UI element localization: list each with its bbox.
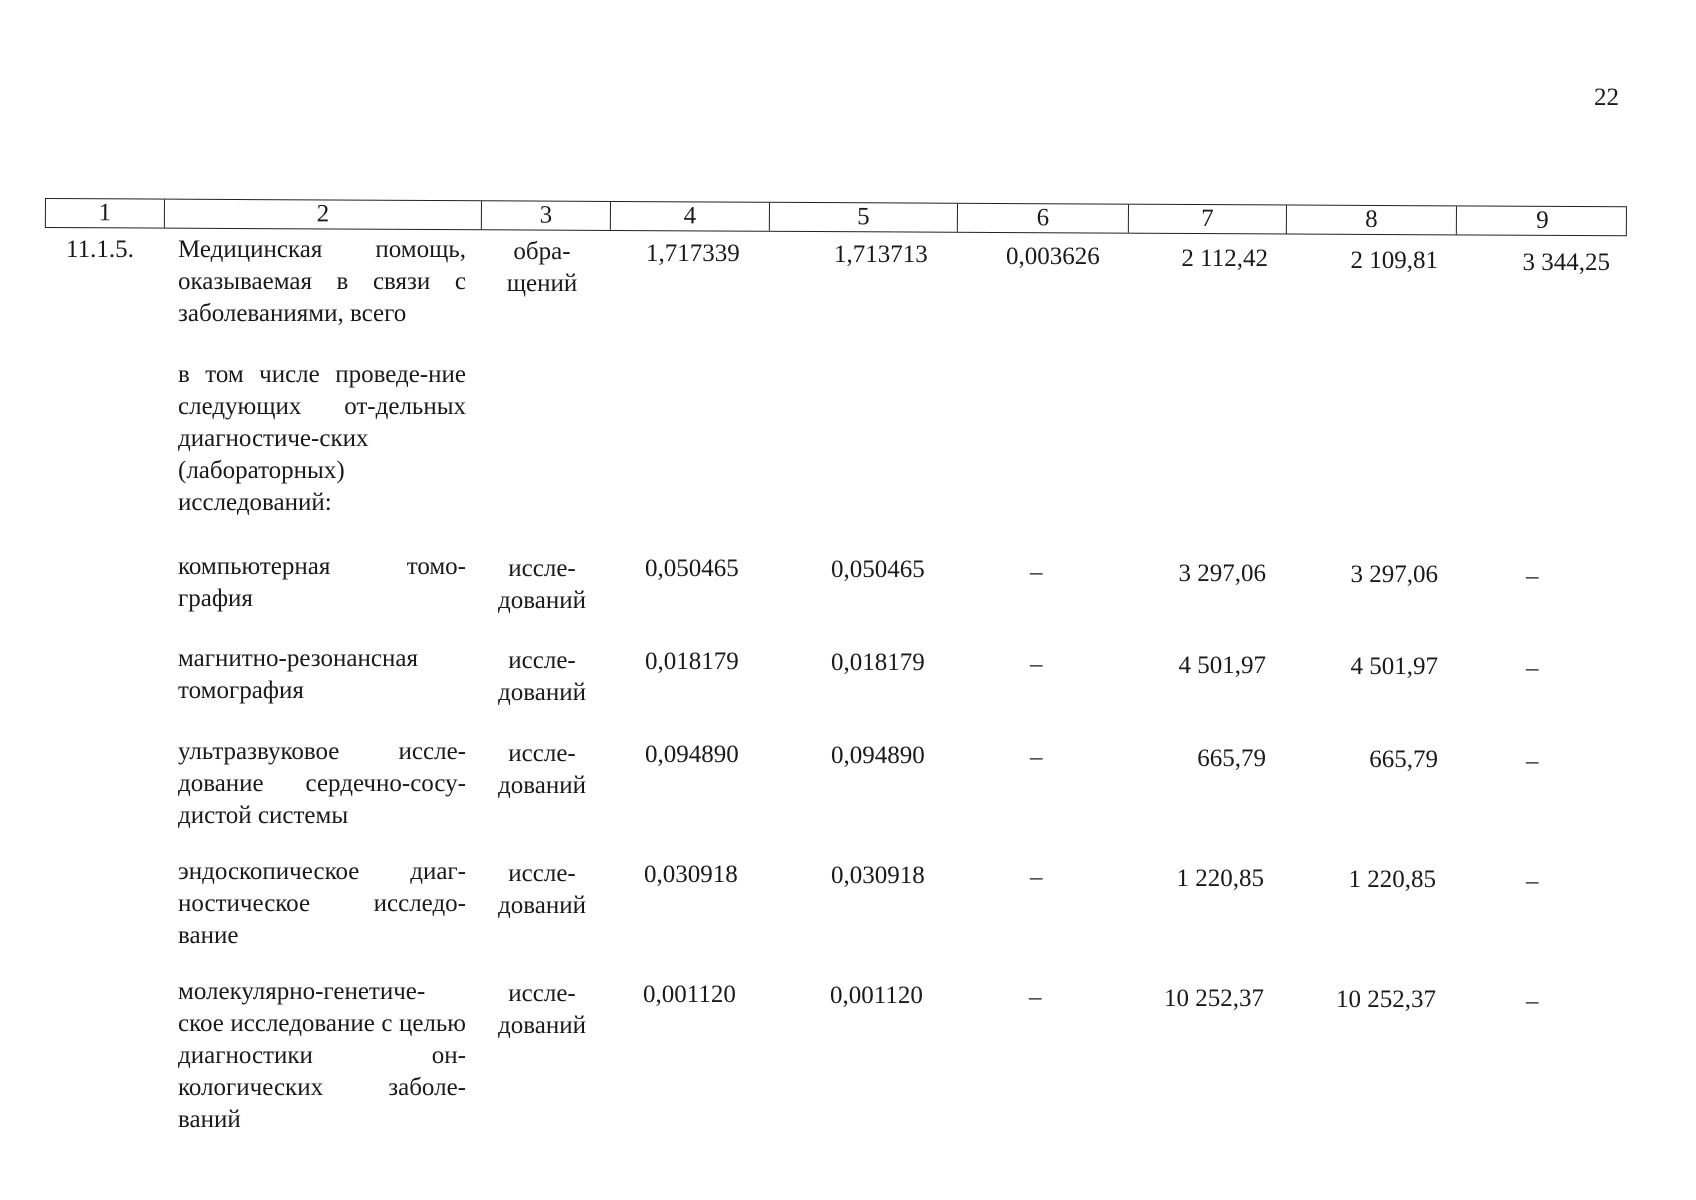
row-col-6: –	[1030, 559, 1043, 586]
row-col-4: 1,717339	[646, 240, 740, 267]
table-header-row	[45, 198, 1627, 236]
row-col-4: 0,094890	[645, 741, 739, 768]
row-col-5: 0,050465	[831, 556, 925, 583]
header-col-7: 7	[1128, 205, 1286, 234]
row-col-8: 10 252,37	[1336, 986, 1436, 1013]
row-col-9: –	[1526, 988, 1539, 1015]
page-number: 22	[1594, 84, 1619, 111]
row-col-6: 0,003626	[1006, 243, 1100, 270]
row-col-6: –	[1029, 984, 1042, 1011]
row-col-5: 0,094890	[831, 742, 925, 769]
row-col-8: 1 220,85	[1348, 866, 1436, 893]
row-col-7: 10 252,37	[1164, 985, 1264, 1012]
row-name: Медицинская помощь, оказываемая в связи с заболеваниями, всего	[178, 236, 466, 327]
row-name: компьютерная томо-графия	[178, 553, 466, 612]
row-col-5: 0,030918	[831, 862, 925, 889]
row-col-7: 2 112,42	[1181, 245, 1268, 272]
row-unit: иссле- дований	[498, 980, 586, 1039]
row-col-7: 4 501,97	[1178, 652, 1266, 679]
header-col-4: 4	[610, 202, 769, 231]
row-unit: обра- щений	[506, 238, 578, 297]
row-col-9: –	[1526, 655, 1539, 682]
row-name: в том числе проведе-ние следующих от-дельных диагностиче-ских (лабораторных) исследований:	[178, 361, 466, 516]
row-col-6: –	[1030, 864, 1043, 891]
header-col-1: 1	[98, 199, 112, 227]
row-col-8: 3 297,06	[1350, 561, 1438, 588]
row-unit: иссле- дований	[498, 555, 586, 614]
row-name: эндоскопическое диаг-ностическое исследо-вание	[178, 858, 466, 949]
row-col-7: 665,79	[1197, 745, 1266, 772]
header-col-5: 5	[769, 203, 957, 232]
row-unit: иссле- дований	[498, 740, 586, 799]
row-name: магнитно-резонансная томография	[178, 645, 418, 704]
row-col-4: 0,018179	[645, 648, 739, 675]
row-col-4: 0,001120	[643, 981, 736, 1008]
row-col-6: –	[1030, 744, 1043, 771]
row-col-4: 0,050465	[645, 555, 739, 582]
row-col-5: 0,018179	[831, 649, 925, 676]
row-name: ультразвуковое иссле-дование сердечно-сосу-дистой системы	[178, 738, 466, 829]
row-unit: иссле- дований	[498, 647, 586, 706]
row-col-5: 1,713713	[834, 241, 928, 268]
row-col-8: 4 501,97	[1350, 653, 1438, 680]
row-col-9: –	[1526, 868, 1539, 895]
row-col-9: –	[1526, 748, 1539, 775]
header-col-9: 9	[1456, 206, 1628, 235]
row-col-7: 1 220,85	[1176, 865, 1264, 892]
header-col-2: 2	[164, 200, 481, 230]
row-col-9: –	[1526, 563, 1539, 590]
row-col-8: 2 109,81	[1350, 247, 1438, 274]
row-col-4: 0,030918	[644, 861, 738, 888]
row-col-6: –	[1030, 651, 1043, 678]
row-name: молекулярно-генетиче-ское исследование с целью диагностики он-кологических заболе-ваний	[178, 978, 466, 1133]
row-col-9: 3 344,25	[1522, 249, 1610, 276]
header-col-6: 6	[957, 204, 1128, 233]
row-col-8: 665,79	[1369, 746, 1438, 773]
row-code: 11.1.5.	[66, 236, 134, 263]
header-col-3: 3	[481, 201, 610, 230]
row-col-5: 0,001120	[830, 982, 923, 1009]
row-col-7: 3 297,06	[1178, 560, 1266, 587]
row-unit: иссле- дований	[498, 860, 586, 919]
header-col-8: 8	[1286, 205, 1456, 234]
